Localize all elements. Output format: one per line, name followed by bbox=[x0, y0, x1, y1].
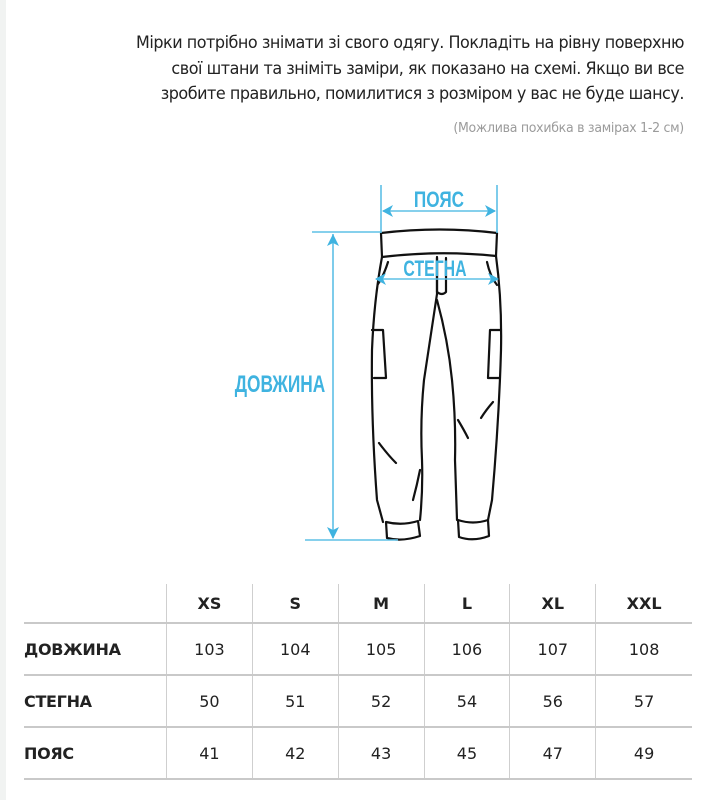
left-leg-outline bbox=[372, 257, 383, 522]
right-cuff bbox=[458, 520, 489, 539]
table-cell: 54 bbox=[424, 675, 510, 727]
table-cell: 51 bbox=[252, 675, 338, 727]
table-cell: 105 bbox=[338, 623, 424, 675]
table-cell: 104 bbox=[252, 623, 338, 675]
waist-label: ПОЯС bbox=[413, 188, 465, 213]
row-label: ДОВЖИНА bbox=[24, 623, 167, 675]
table-cell: 108 bbox=[596, 623, 692, 675]
measurement-error-note: (Можлива похибка в замірах 1-2 см) bbox=[453, 120, 684, 136]
size-header: L bbox=[424, 584, 510, 623]
size-header: S bbox=[252, 584, 338, 623]
table-cell: 56 bbox=[510, 675, 596, 727]
size-header-row bbox=[24, 584, 692, 623]
crease bbox=[413, 470, 420, 500]
size-header: XS bbox=[167, 584, 253, 623]
table-cell: 106 bbox=[424, 623, 510, 675]
row-label: ПОЯС bbox=[24, 727, 167, 779]
size-header: XL bbox=[510, 584, 596, 623]
table-cell: 42 bbox=[252, 727, 338, 779]
table-cell: 52 bbox=[338, 675, 424, 727]
inseam-right bbox=[437, 300, 457, 520]
table-row-length bbox=[24, 623, 692, 675]
table-cell: 50 bbox=[167, 675, 253, 727]
waistband bbox=[381, 230, 497, 258]
table-cell: 103 bbox=[167, 623, 253, 675]
table-cell: 45 bbox=[424, 727, 510, 779]
measurement-labels bbox=[235, 188, 467, 398]
intro-line: свої штани та зніміть заміри, як показано на схемі. Якщо ви все bbox=[171, 58, 684, 79]
intro-line: Мірки потрібно знімати зі свого одягу. Покладіть на рівну поверхню bbox=[136, 33, 684, 53]
table-cell: 41 bbox=[167, 727, 253, 779]
left-cuff bbox=[386, 521, 420, 540]
size-chart-table bbox=[24, 584, 692, 780]
table-cell: 57 bbox=[596, 675, 692, 727]
right-cargo-pocket bbox=[488, 330, 501, 378]
size-header: M bbox=[338, 584, 424, 623]
crease bbox=[379, 443, 396, 463]
crease bbox=[481, 402, 493, 418]
table-row-hips bbox=[24, 675, 692, 727]
hips-label: СТЕГНА bbox=[403, 257, 467, 282]
intro-line: зробите правильно, помилитися з розміром у вас не буде шансу. bbox=[160, 84, 684, 105]
row-label: СТЕГНА bbox=[24, 675, 167, 727]
table-cell: 107 bbox=[510, 623, 596, 675]
crease bbox=[458, 420, 468, 438]
inseam bbox=[420, 257, 437, 520]
size-header: XXL bbox=[596, 584, 692, 623]
table-cell: 47 bbox=[510, 727, 596, 779]
header-corner bbox=[24, 584, 167, 623]
table-cell: 49 bbox=[596, 727, 692, 779]
measurement-lines bbox=[305, 185, 499, 540]
right-leg-outline bbox=[488, 256, 501, 520]
left-cargo-pocket bbox=[372, 330, 386, 378]
table-row-waist bbox=[24, 727, 692, 779]
table-cell: 43 bbox=[338, 727, 424, 779]
length-label: ДОВЖИНА bbox=[234, 371, 326, 398]
